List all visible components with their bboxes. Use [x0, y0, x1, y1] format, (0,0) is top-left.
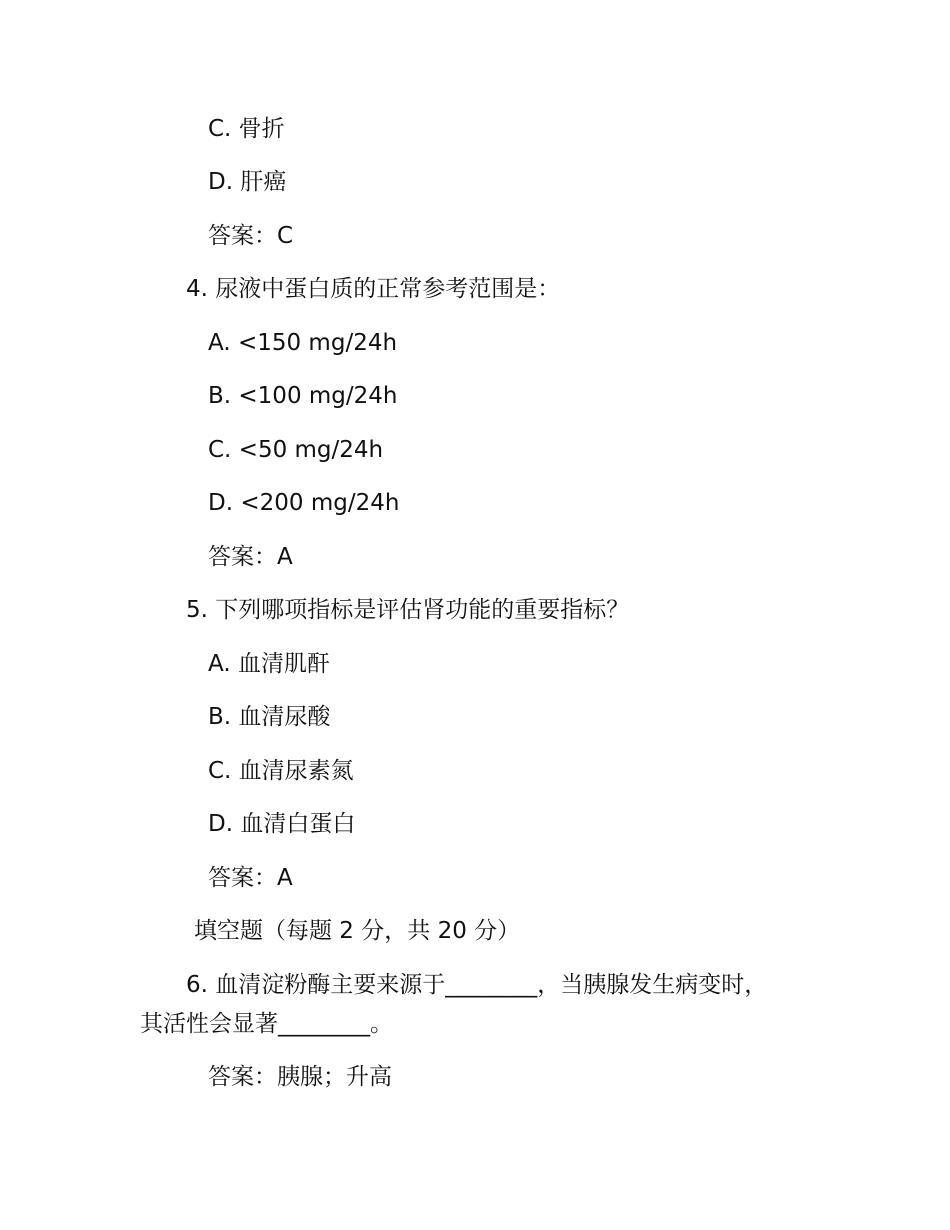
q6-question-line-1: 6. 血清淀粉酶主要来源于________，当胰腺发生病变时，: [186, 972, 768, 998]
q4-option-a: A. <150 mg/24h: [208, 330, 398, 356]
fill-section-heading: 填空题（每题 2 分，共 20 分）: [194, 918, 521, 944]
q5-option-a: A. 血清肌酐: [208, 651, 330, 677]
q3-option-c: C. 骨折: [208, 116, 285, 142]
q5-option-b: B. 血清尿酸: [208, 704, 331, 730]
q5-option-c: C. 血清尿素氮: [208, 758, 354, 784]
q4-option-d: D. <200 mg/24h: [208, 490, 400, 516]
q4-answer: 答案：A: [208, 544, 293, 570]
q4-option-b: B. <100 mg/24h: [208, 383, 398, 409]
q5-option-d: D. 血清白蛋白: [208, 811, 356, 837]
q5-question: 5. 下列哪项指标是评估肾功能的重要指标？: [186, 597, 630, 623]
q6-question-line-2: 其活性会显著________。: [140, 1011, 393, 1037]
q5-answer: 答案：A: [208, 865, 293, 891]
q6-answer: 答案：胰腺；升高: [208, 1064, 392, 1090]
q3-answer: 答案：C: [208, 223, 294, 249]
q4-option-c: C. <50 mg/24h: [208, 437, 384, 463]
q3-option-d: D. 肝癌: [208, 169, 287, 195]
q4-question: 4. 尿液中蛋白质的正常参考范围是：: [186, 276, 561, 302]
